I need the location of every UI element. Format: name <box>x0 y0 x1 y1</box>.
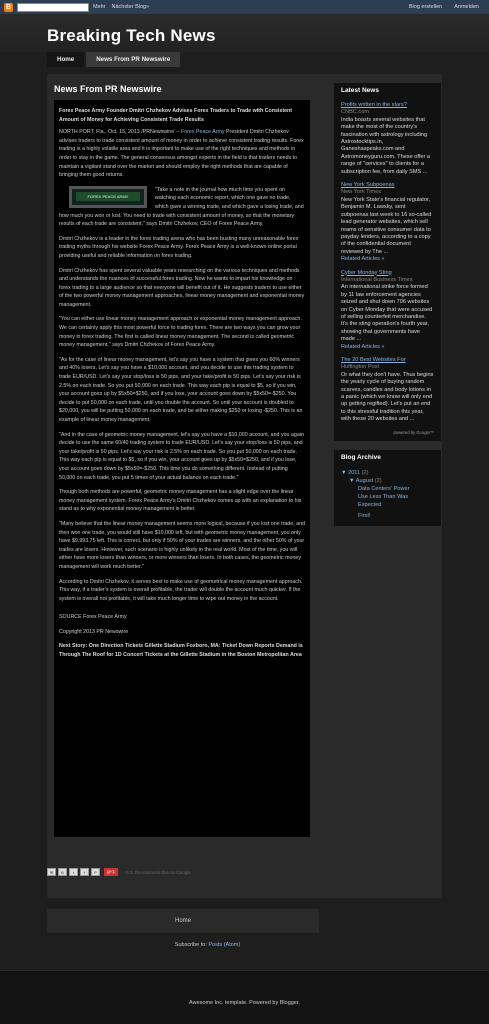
archive-count: (2) <box>374 477 382 484</box>
home-link[interactable]: Home <box>47 909 319 933</box>
facebook-icon[interactable]: f <box>80 868 89 876</box>
latest-news-widget <box>334 83 441 441</box>
subscribe-line <box>0 942 415 948</box>
archive-year-link[interactable]: ▼ 2011 <box>341 469 361 476</box>
archive-count: (2) <box>361 469 369 476</box>
sidebar <box>334 83 441 535</box>
article-paragraph: According to Dmitri Chzhekov, it serves best to make use of geometrical money management approach. This way, if a trader's system is overall profitable, the trader will double the account much quicker. If the system is overall not profitable, it will take much longer time to wipe out money in the account. <box>59 578 303 602</box>
feed-source: Huffington Post <box>341 364 380 371</box>
related-articles-link[interactable]: Related Articles » <box>341 343 385 350</box>
article-paragraph: Though both methods are powerful, geometric money management has a slight edge over the linear money management system. Forex Peace Army's Dmitri Chzhekov comes up with an explanation to his stand as to why exponential money management is better. <box>59 489 302 513</box>
feed-source: CNBC.com <box>341 109 369 116</box>
more-link[interactable]: Mehr <box>93 4 106 10</box>
article-paragraph: Dmitri Chzhekov is a leader in the forex trading arena who has been busting many unreasonable forex trading myths through his website Forex Peace Army. Forex Peace Army is a well-known online portal providing useful and reliable information on forex trading. <box>59 235 299 259</box>
list-item <box>341 182 434 263</box>
article-title: Forex Peace Army Founder Dmitri Chzhekov Advises Forex Traders to Trade with Consistent Amount of Money for Achieving Consistent Trade Results <box>59 108 293 123</box>
image-label: FOREX PEACE ARMY <box>76 192 140 201</box>
google-plus-one-button[interactable]: g+1 <box>104 868 118 876</box>
tab-home[interactable]: Home <box>47 52 84 67</box>
article-paragraph <box>59 128 305 180</box>
article-paragraph: "You can either use linear money management approach or exponential money management approach. We can certainly apply this most powerful force to trading forex. There are two ways you can grow your money in forex trading. The first is called linear money management. The second is called geometric money management," says Dmitri Chzhekov of Forex Peace Army. <box>59 316 302 349</box>
archive-post-link[interactable]: Data Centers' Power Use Less Than Was Expected <box>358 485 410 508</box>
feed-body: An international strike force formed by 11 law enforcement agencies seized and shut down 706 websites on Cyber Monday that were accused of selling counterfeit merchandise. It's the sting operation's fourth year, showing that governments have made ... <box>341 284 433 343</box>
powered-by-google: powered by Google™ <box>393 429 434 435</box>
article-paragraph: "As for the case of linear money management, let's say you have a system that gives you 60% winners and 40% losers. Let's say you have a $10,000 account, and you decide to use this trading system to trade EUR/USD. Let's say your stop/loss is 50 pips, and your take/profit is 50 pips. Let's say your risk is 2.5% on each trade. So you put 50,000 on each trade. This way each pip is equal to $5, so if you win, your account goes up by $5x50=$250, and if you lose, your account goes down by $5x50=-$250. You decide to put 50,000 on each trade, until you double the account. So until your account is doubled to $20,000, you will be putting 50,000 on each trade, and be either making $250 or losing -$250. This is an example of linear money management. <box>59 356 303 423</box>
main-column <box>54 80 312 837</box>
next-story-link[interactable]: Next Story: One Direction Tickets Gillette Stadium Foxboro, MA: Ticket Down Reports Demand is Through The Roof for 1D Concert Tickets at the Gillette Stadium in the Boston Metropolitan Area <box>59 643 303 659</box>
blog-archive-widget <box>334 450 441 526</box>
archive-tree <box>341 469 434 520</box>
article-paragraph: Dmitri Chzhekov has spent several valuable years researching on the various techniques and methods and understands the nuances of successful forex trading. Now he wants to impart his knowledge on forex trading to a large audience so that everyone will benefit out of it. He suggests traders to use either of the two powerful money management approaches, linear money management and exponential money management. <box>59 267 305 308</box>
paragraph-text: President Dmitri Chzhekov advises traders to trade consistent amount of money in order to achieve consistent trading results. Forex trading is a highly volatile area and it is important to make use of the right techniques and methods in order to stay in the game. The general consensus amongst experts in the field is that traders needs to maintain a vigilant stand over the market and should employ the right methods that are capable of bringing them good returns. <box>59 129 304 179</box>
forex-peace-army-link[interactable]: Forex Peace Army <box>180 129 225 136</box>
archive-post[interactable] <box>341 485 434 509</box>
archive-month-link[interactable]: ▼ August <box>349 477 374 484</box>
feed-body: Or what they don't have. Thus begins the yearly cycle of buying random scarves, candles and body lotions in a panic (which we know will only end up getting regifted). Let's put an end to this stressful tradition this year, with these 20 websites and ... <box>341 371 434 423</box>
list-item <box>341 357 434 424</box>
tab-news-from-pr-newswire[interactable]: News From PR Newswire <box>86 52 180 67</box>
archive-post[interactable] <box>341 512 434 520</box>
pinterest-icon[interactable]: P <box>91 868 100 876</box>
create-blog-link[interactable]: Blog erstellen <box>408 4 443 10</box>
list-item <box>341 102 434 176</box>
archive-month[interactable] <box>341 477 434 485</box>
feed-title-link[interactable]: Profits written in the stars? <box>341 102 407 108</box>
subscribe-label: Subscribe to: <box>174 942 209 948</box>
feed-source: International Business Times <box>341 276 413 283</box>
archive-post-link[interactable]: First! <box>358 512 371 519</box>
email-icon[interactable]: ✉ <box>47 868 56 876</box>
list-item <box>341 270 434 351</box>
feed-title-link[interactable]: The 20 Best Websites For <box>341 357 406 363</box>
blogthis-icon[interactable]: B <box>58 868 67 876</box>
search-input[interactable] <box>17 3 89 12</box>
feed-title-link[interactable]: Cyber Monday Sting <box>341 269 392 276</box>
article-image <box>69 186 147 208</box>
widget-title: Blog Archive <box>341 453 381 461</box>
footer-credit: Awesome Inc. template. Powered by Blogger. <box>189 1000 300 1006</box>
dateline: NORTH PORT, Fla., Oct. 15, 2013 /PRNewswire/ -- <box>59 129 181 136</box>
page-tabs <box>47 52 180 67</box>
sign-in-link[interactable]: Anmelden <box>454 4 479 10</box>
recommend-text: +1'd. Recommend this on Google <box>124 869 191 875</box>
feed-title-link[interactable]: New York Subpoenas <box>341 182 395 189</box>
article-paragraph: "And in the case of geometric money management, let's say you have a $10,000 account, and you again decide to use the same 60/40 trading system to trade EUR/USD. Let's say your stop/loss is 50 pips, and your take/profit is 50 pips. Let's say your risk is 2.5% on each trade. So you put 50,000 on each trade. This way each pip is equal to $5, so if you win, your account goes up by $5x50=$250, and if you lose, your account goes down by $5x50=-$250. This time you do something different. Instead of putting 50,000 on each trade, you put 5 times of your actual balance on each trade." <box>59 431 304 481</box>
article-source: SOURCE Forex Peace Army <box>59 614 127 621</box>
page-title: News From PR Newswire <box>54 84 162 94</box>
article-copyright: Copyright 2013 PR Newswire <box>59 628 129 635</box>
widget-title: Latest News <box>341 87 379 94</box>
feed-body: India boasts several websites that make the most of the country's fascination with astrology including Astrostocktips.in, Ganeshaspeaks.com and Astromoneyguru.com. These offer a range of "services" to clients for a subscription fee, from daily SMS ... <box>341 116 431 175</box>
twitter-icon[interactable]: t <box>69 868 78 876</box>
blogger-logo-icon[interactable]: B <box>5 3 12 11</box>
article-body <box>54 100 310 837</box>
blog-title[interactable]: Breaking Tech News <box>47 26 216 45</box>
posts-atom-link[interactable]: Posts (Atom) <box>208 942 241 948</box>
article-paragraph: "Take a note in the journal how much time you spent on watching each economic report, which one gave no trade, which gave a winning trade, and which gave a losing trade, and how much you won or lost. You need to trade with consistent amount of money, so that the monetary results of each trade are consistent," says Dmitri Chzhekov, CEO of Forex Peace Army. <box>59 186 304 228</box>
archive-year[interactable] <box>341 469 434 477</box>
feed-body: New York State's financial regulator, Benjamin M. Lawsky, sent subpoenas last week to 16 so-called lead generator websites, which sell reams of sensitive consumer data to payday lenders, according to a copy of the confidential document reviewed by The ... <box>341 196 432 255</box>
footer <box>0 970 489 1024</box>
next-blog-link[interactable]: Nächster Blog» <box>111 4 150 10</box>
related-articles-link[interactable]: Related Articles » <box>341 256 385 263</box>
blogger-navbar <box>0 0 489 14</box>
feed-source: New York Times <box>341 189 382 196</box>
share-bar <box>47 868 191 876</box>
article-paragraph: "Many believe that the linear money management seems more logical, because if you lost one trade, and then won one trade, you would still have $10,000 left, but with geometric money management, you only have $9,993.75 left. This is correct, but only if 50% of your trades are winners, and the other 50% of your trades are losers. However, such scenario is highly unlikely in the real world. Most of the time, you will either have more losers than winners, or more winners than losers. In both cases, the geometric money management will work much better." <box>59 520 305 570</box>
